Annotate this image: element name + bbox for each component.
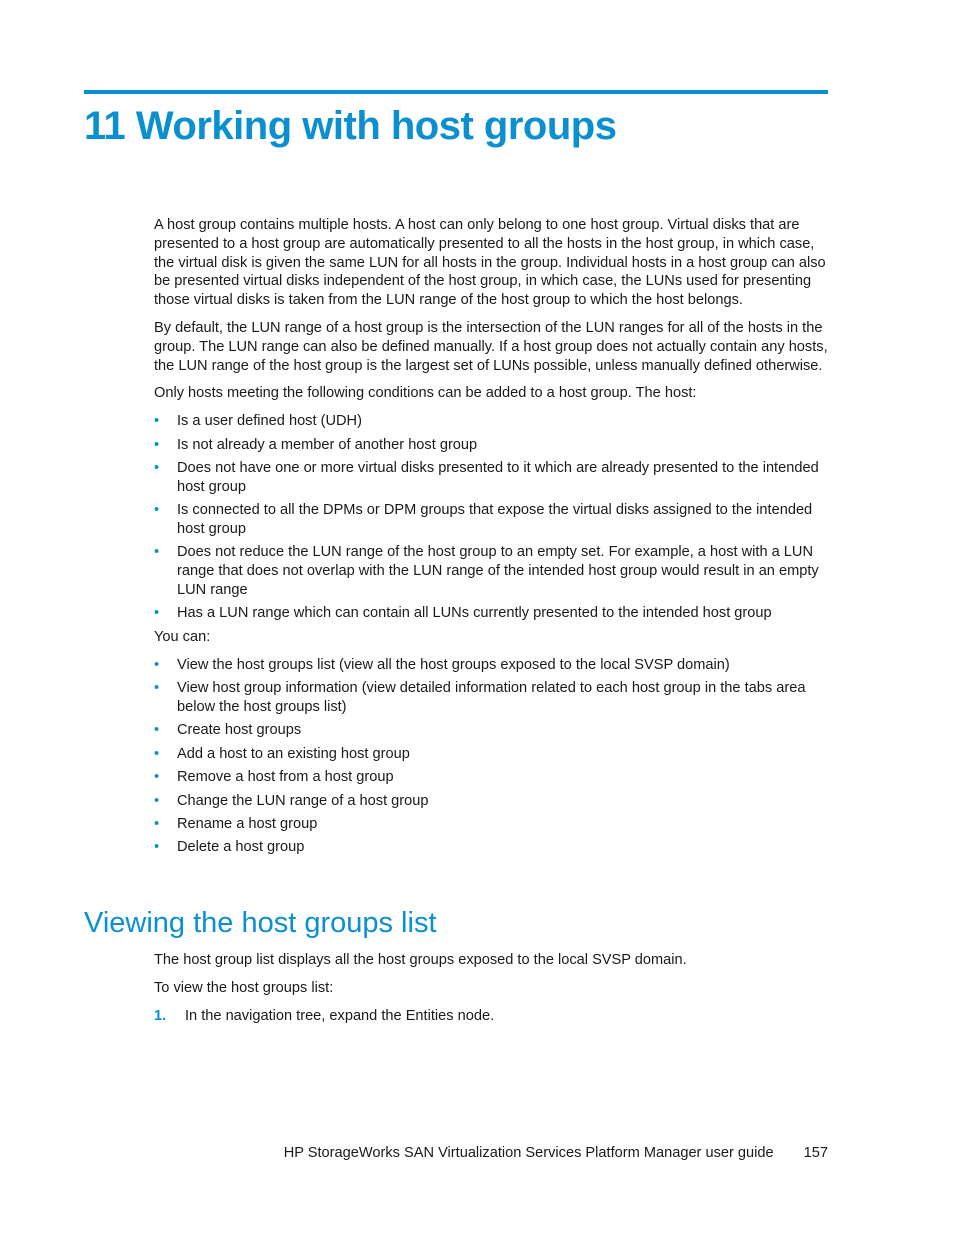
bullet-icon: • — [154, 816, 160, 833]
page-footer — [154, 1143, 828, 1163]
page-number: 157 — [803, 1145, 828, 1161]
list-item — [154, 768, 830, 787]
list-item — [154, 656, 830, 675]
bullet-icon: • — [154, 436, 160, 453]
bullet-icon: • — [154, 745, 160, 762]
list-item-text: Is connected to all the DPMs or DPM groups that expose the virtual disks assigned to the intended host group — [177, 502, 813, 537]
section-paragraph: To view the host groups list: — [154, 979, 334, 996]
bullet-icon: • — [154, 605, 160, 622]
intro-paragraph: A host group contains multiple hosts. A host can only belong to one host group. Virtual disks that are presented to a host group are automatically presented to all the hosts in the host group, in which case, the virtual disk is given the same LUN for all hosts in the group. Individual hosts in a host group can also be presented virtual disks independent of the host group, in which case, the LUNs used for presenting those virtual disks is taken from the LUN range of the host group to which the host belongs. — [154, 217, 826, 309]
bullet-icon: • — [154, 413, 160, 430]
section-title: Viewing the host groups list — [84, 907, 437, 939]
bullet-icon: • — [154, 544, 160, 561]
list-item-text: Rename a host group — [177, 816, 318, 833]
you-can-label: You can: — [154, 629, 211, 646]
list-item — [154, 792, 830, 811]
list-item-text: Create host groups — [177, 722, 302, 739]
chapter-rule — [84, 90, 828, 94]
step-number: 1. — [154, 1007, 167, 1024]
step-text: In the navigation tree, expand the Entities node. — [185, 1007, 495, 1024]
bullet-icon: • — [154, 656, 160, 673]
bullet-icon: • — [154, 769, 160, 786]
list-item-text: Has a LUN range which can contain all LUNs currently presented to the intended host group — [177, 605, 772, 622]
list-item-text: View host group information (view detailed information related to each host group in the tabs area below the host groups list) — [177, 680, 806, 716]
bullet-icon: • — [154, 839, 160, 856]
list-item-text: Change the LUN range of a host group — [177, 792, 429, 809]
list-item — [154, 838, 830, 857]
step-item — [154, 1007, 830, 1026]
list-item-text: View the host groups list (view all the host groups exposed to the local SVSP domain) — [177, 656, 730, 673]
intro-paragraph: By default, the LUN range of a host group is the intersection of the LUN ranges for all of the hosts in the group. The LUN range can also be defined manually. If a host group does not actually contain any hosts, the LUN range of the host group is the largest set of LUNs possible, unless manually defined otherwise. — [154, 319, 828, 374]
steps-list — [154, 1007, 830, 1026]
bullet-icon: • — [154, 459, 160, 476]
list-item-text: Delete a host group — [177, 839, 305, 856]
list-item-text: Is not already a member of another host group — [177, 436, 478, 453]
conditions-list — [154, 412, 830, 623]
intro-body — [154, 216, 830, 862]
bullet-icon: • — [154, 722, 160, 739]
list-item — [154, 679, 830, 717]
list-item — [154, 604, 830, 623]
section-paragraph: The host group list displays all the host groups exposed to the local SVSP domain. — [154, 952, 687, 968]
actions-list — [154, 656, 830, 857]
list-item — [154, 412, 830, 431]
list-item — [154, 745, 830, 764]
list-item — [154, 815, 830, 834]
list-item-text: Remove a host from a host group — [177, 769, 394, 786]
list-item — [154, 721, 830, 740]
list-item — [154, 543, 830, 599]
list-item — [154, 501, 830, 539]
bullet-icon: • — [154, 792, 160, 809]
chapter-title: 11 Working with host groups — [84, 104, 617, 148]
list-item-text: Does not reduce the LUN range of the host group to an empty set. For example, a host with a LUN range that does not overlap with the LUN range of the intended host group would result in an empty LUN range — [177, 544, 819, 598]
footer-guide-title: HP StorageWorks SAN Virtualization Services Platform Manager user guide — [283, 1145, 774, 1161]
section-body — [154, 951, 830, 1025]
list-item — [154, 436, 830, 455]
list-item-text: Add a host to an existing host group — [177, 745, 410, 762]
intro-paragraph: Only hosts meeting the following conditions can be added to a host group. The host: — [154, 385, 697, 402]
list-item — [154, 459, 830, 497]
list-item-text: Is a user defined host (UDH) — [177, 413, 362, 430]
list-item-text: Does not have one or more virtual disks presented to it which are already presented to the intended host group — [177, 459, 819, 495]
bullet-icon: • — [154, 680, 160, 697]
bullet-icon: • — [154, 502, 160, 519]
